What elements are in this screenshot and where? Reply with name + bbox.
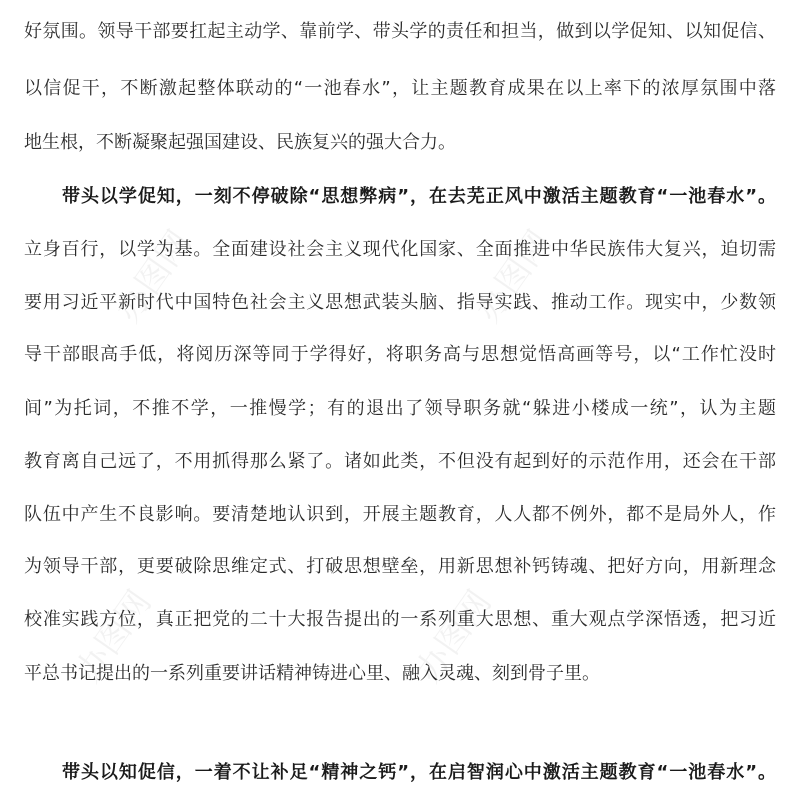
watermark: 办图网 <box>68 583 160 690</box>
paragraph-line: 好氛围。领导干部要扛起主动学、靠前学、带头学的责任和担当，做到以学促知、以知促信、 <box>24 21 776 42</box>
paragraph-line: 立身百行，以学为基。全面建设社会主义现代化国家、全面推进中华民族伟大复兴，迫切需 <box>24 239 776 260</box>
paragraph-line: 以信促干，不断激起整体联动的“一池春水”，让主题教育成果在以上率下的浓厚氛围中落 <box>24 78 776 99</box>
paragraph-line: 校准实践方位，真正把党的二十大报告提出的一系列重大思想、重大观点学深悟透，把习近 <box>24 609 776 630</box>
watermark: 办图网 <box>108 223 200 330</box>
paragraph-line: 教育离自己远了，不用抓得那么紧了。诸如此类，不但没有起到好的示范作用，还会在干部 <box>24 451 776 472</box>
paragraph-line: 地生根，不断凝聚起强国建设、民族复兴的强大合力。 <box>24 132 456 153</box>
paragraph-line: 要用习近平新时代中国特色社会主义思想武装头脑、指导实践、推动工作。现实中，少数领 <box>24 292 776 313</box>
paragraph-line: 间”为托词，不推不学，一推慢学；有的退出了领导职务就“躲进小楼成一统”，认为主题 <box>24 398 776 419</box>
watermark: 办图网 <box>408 583 500 690</box>
paragraph-line: 为领导干部，更要破除思维定式、打破思想壁垒，用新思想补钙铸魂、把好方向，用新理念 <box>24 556 776 577</box>
watermark: 办图网 <box>468 223 560 330</box>
section-heading: 带头以知促信，一着不让补足“精神之钙”，在启智润心中激活主题教育“一池春水”。 <box>62 762 776 783</box>
paragraph-line: 队伍中产生不良影响。要清楚地认识到，开展主题教育，人人都不例外，都不是局外人，作 <box>24 504 776 525</box>
section-heading: 带头以学促知，一刻不停破除“思想弊病”，在去芜正风中激活主题教育“一池春水”。 <box>62 186 776 207</box>
paragraph-line: 平总书记提出的一系列重要讲话精神铸进心里、融入灵魂、刻到骨子里。 <box>24 663 600 684</box>
paragraph-line: 导干部眼高手低，将阅历深等同于学得好，将职务高与思想觉悟高画等号，以“工作忙没时 <box>24 344 776 365</box>
